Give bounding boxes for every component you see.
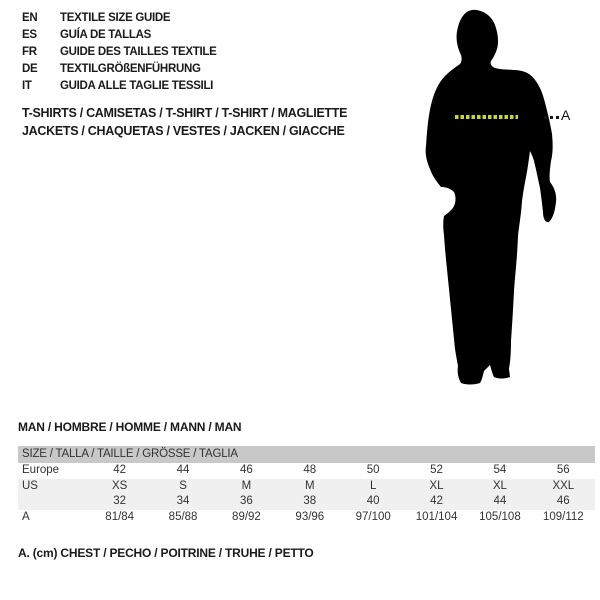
table-cell: 54 [493,464,507,476]
language-code: DE [22,63,38,75]
table-cell: L [369,479,377,492]
language-list [22,10,217,95]
table-cell: XL [492,479,507,492]
category-list [22,104,347,140]
table-cell: 32 [113,495,127,507]
man-silhouette-svg [395,0,580,400]
table-cell: 34 [176,495,190,507]
row-label: US [22,479,38,492]
table-row-europe [18,463,595,479]
table-cell: 97/100 [355,510,391,523]
language-code: FR [22,46,37,58]
table-cell: 46 [240,464,253,476]
table-row-us [18,479,595,495]
table-cell: S [179,479,187,492]
row-label: A [22,510,30,523]
category-line-tshirts: T-SHIRTS / CAMISETAS / T-SHIRT / T-SHIRT / MAGLIETTE [22,106,348,120]
table-cell: 46 [556,495,570,507]
size-table [18,446,595,525]
table-cell: XXL [552,479,575,492]
language-label: TEXTILGRÖßENFÜHRUNG [60,63,201,75]
table-cell: 109/112 [542,510,584,523]
language-label: GUIDA ALLE TAGLIE TESSILI [60,80,214,92]
language-code: ES [22,29,37,41]
category-line-jackets: JACKETS / CHAQUETAS / VESTES / JACKEN / GIACCHE [22,124,345,138]
section-title-man: MAN / HOMBRE / HOMME / MANN / MAN [18,420,242,434]
language-row-en [22,10,217,27]
size-table-header: SIZE / TALLA / TAILLE / GRÖSSE / TAGLIA [18,446,595,463]
table-cell: 36 [240,495,253,507]
table-row-us-numeric [18,494,595,510]
table-cell: 81/84 [105,510,135,523]
language-row-it [22,78,217,95]
table-cell: 85/88 [168,510,198,523]
chest-measure-dash-line [455,115,518,119]
man-silhouette-figure [395,0,580,400]
table-cell: M [305,479,315,492]
measure-leader-dash-line [544,116,561,119]
measure-label-a: A [561,107,571,123]
table-row-a-chest [18,510,595,526]
table-cell: 44 [493,495,507,507]
language-code: EN [22,12,38,24]
table-cell: 93/96 [295,510,325,523]
table-cell: 50 [366,464,380,476]
language-code: IT [22,80,32,92]
language-label: TEXTILE SIZE GUIDE [60,12,171,24]
table-cell: 42 [430,495,443,507]
language-row-es [22,27,217,44]
language-label: GUÍA DE TALLAS [60,29,151,41]
language-label: GUIDE DES TAILLES TEXTILE [60,46,217,58]
language-row-fr [22,44,217,61]
table-cell: XS [112,479,128,492]
language-row-de [22,61,217,78]
table-cell: 56 [556,464,570,476]
table-cell: 38 [303,495,317,507]
row-label [18,494,88,510]
table-cell: XL [429,479,444,492]
table-cell: 42 [113,464,127,476]
footnote-chest-measure: A. (cm) CHEST / PECHO / POITRINE / TRUHE / PETTO [18,546,314,560]
man-silhouette-path [426,10,557,385]
table-cell: 101/104 [415,510,458,523]
table-cell: 44 [176,464,190,476]
table-cell: 89/92 [232,510,261,523]
table-cell: 52 [430,464,443,476]
table-cell: M [241,479,252,492]
row-label: Europe [22,464,60,476]
table-cell: 40 [366,495,380,507]
table-cell: 48 [303,464,317,476]
table-cell: 105/108 [479,510,521,523]
